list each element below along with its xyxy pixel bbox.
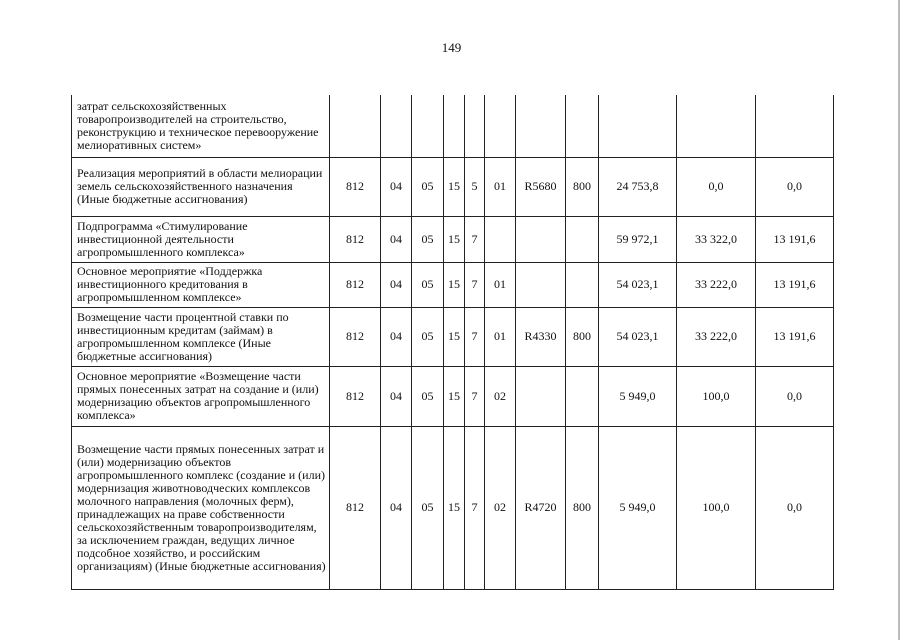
ministry-code: 812 [330, 216, 381, 262]
expense-type-code [566, 262, 599, 307]
amount-year-1: 54 023,1 [599, 307, 677, 366]
direction-code [516, 95, 566, 157]
section-code: 04 [381, 216, 412, 262]
amount-year-3: 0,0 [756, 366, 834, 426]
table-row [72, 426, 834, 589]
event-code: 02 [485, 366, 516, 426]
program-code: 15 [444, 262, 465, 307]
table-row [72, 366, 834, 426]
section-code: 04 [381, 157, 412, 216]
subsection-code: 05 [412, 307, 444, 366]
row-name: Возмещение части процентной ставки по инвестиционным кредитам (займам) в агропромышленном комплексе (Иные бюджетные ассигнования) [72, 307, 330, 366]
subsection-code: 05 [412, 366, 444, 426]
section-code: 04 [381, 366, 412, 426]
direction-code [516, 262, 566, 307]
amount-year-2: 0,0 [677, 157, 756, 216]
direction-code [516, 366, 566, 426]
program-code: 15 [444, 426, 465, 589]
amount-year-1: 5 949,0 [599, 366, 677, 426]
amount-year-3: 13 191,6 [756, 262, 834, 307]
table-row [72, 307, 834, 366]
table-row [72, 216, 834, 262]
ministry-code [330, 95, 381, 157]
program-code: 15 [444, 157, 465, 216]
ministry-code: 812 [330, 157, 381, 216]
program-code: 15 [444, 216, 465, 262]
expense-type-code [566, 216, 599, 262]
expense-type-code [566, 366, 599, 426]
expense-type-code: 800 [566, 157, 599, 216]
amount-year-3: 0,0 [756, 157, 834, 216]
subsection-code: 05 [412, 262, 444, 307]
section-code: 04 [381, 307, 412, 366]
row-name: Подпрограмма «Стимулирование инвестиционной деятельности агропромышленного комплекса» [72, 216, 330, 262]
direction-code: R5680 [516, 157, 566, 216]
ministry-code: 812 [330, 366, 381, 426]
amount-year-1: 5 949,0 [599, 426, 677, 589]
direction-code: R4330 [516, 307, 566, 366]
amount-year-2: 33 322,0 [677, 216, 756, 262]
subprogram-code: 7 [465, 366, 485, 426]
amount-year-3 [756, 95, 834, 157]
subprogram-code: 7 [465, 426, 485, 589]
row-name: Возмещение части прямых понесенных затрат и (или) модернизацию объектов агропромышленного комплекс (создание и (или) модернизация животноводческих комплексов молочного направления (молочных ферм), принадлежащих на праве собственности сельскохозяйственным товаропроизводителям, за исключением граждан, ведущих личное подсобное хозяйство, и российским организациям) (Иные бюджетные ассигнования) [72, 426, 330, 589]
amount-year-2: 100,0 [677, 366, 756, 426]
expense-type-code [566, 95, 599, 157]
event-code [485, 216, 516, 262]
amount-year-3: 13 191,6 [756, 216, 834, 262]
amount-year-1: 24 753,8 [599, 157, 677, 216]
event-code [485, 95, 516, 157]
amount-year-3: 0,0 [756, 426, 834, 589]
expense-type-code: 800 [566, 426, 599, 589]
amount-year-2: 33 222,0 [677, 307, 756, 366]
table-row [72, 262, 834, 307]
page-number: 149 [441, 40, 462, 55]
table-row [72, 95, 834, 157]
ministry-code: 812 [330, 426, 381, 589]
subsection-code: 05 [412, 216, 444, 262]
scan-edge [898, 0, 900, 640]
amount-year-3: 13 191,6 [756, 307, 834, 366]
row-name: Основное мероприятие «Поддержка инвестиционного кредитования в агропромышленном комплексе» [72, 262, 330, 307]
subprogram-code: 7 [465, 262, 485, 307]
amount-year-1: 59 972,1 [599, 216, 677, 262]
amount-year-2: 33 222,0 [677, 262, 756, 307]
event-code: 01 [485, 307, 516, 366]
subprogram-code: 5 [465, 157, 485, 216]
section-code [381, 95, 412, 157]
subsection-code: 05 [412, 157, 444, 216]
row-name: Реализация мероприятий в области мелиорации земель сельскохозяйственного назначения (Иные бюджетные ассигнования) [72, 157, 330, 216]
direction-code: R4720 [516, 426, 566, 589]
subprogram-code [465, 95, 485, 157]
budget-table [71, 95, 834, 590]
row-name: затрат сельскохозяйственных товаропроизводителей на строительство, реконструкцию и техническое перевооружение мелиоративных систем» [72, 95, 330, 157]
direction-code [516, 216, 566, 262]
subprogram-code: 7 [465, 216, 485, 262]
event-code: 01 [485, 157, 516, 216]
ministry-code: 812 [330, 307, 381, 366]
row-name: Основное мероприятие «Возмещение части прямых понесенных затрат на создание и (или) модернизацию объектов агропромышленного комплекса» [72, 366, 330, 426]
table-row [72, 157, 834, 216]
subsection-code: 05 [412, 426, 444, 589]
subprogram-code: 7 [465, 307, 485, 366]
program-code: 15 [444, 307, 465, 366]
event-code: 01 [485, 262, 516, 307]
program-code [444, 95, 465, 157]
section-code: 04 [381, 262, 412, 307]
ministry-code: 812 [330, 262, 381, 307]
subsection-code [412, 95, 444, 157]
amount-year-1 [599, 95, 677, 157]
amount-year-1: 54 023,1 [599, 262, 677, 307]
section-code: 04 [381, 426, 412, 589]
expense-type-code: 800 [566, 307, 599, 366]
program-code: 15 [444, 366, 465, 426]
amount-year-2 [677, 95, 756, 157]
event-code: 02 [485, 426, 516, 589]
amount-year-2: 100,0 [677, 426, 756, 589]
